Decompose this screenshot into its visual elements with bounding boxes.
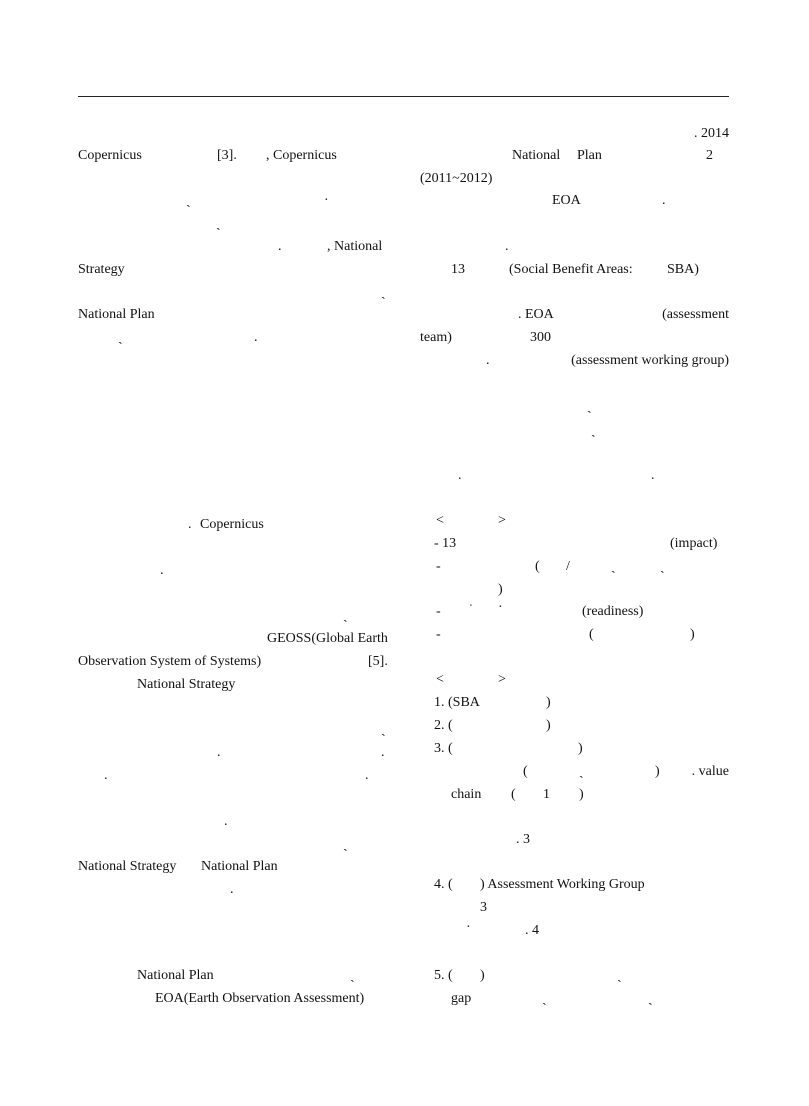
- bracket-open: <: [436, 513, 444, 528]
- punct: ˏ: [660, 559, 665, 574]
- punct: .: [160, 563, 164, 578]
- text: . 3: [516, 832, 530, 847]
- citation: [5].: [368, 654, 388, 669]
- text: , Copernicus: [266, 148, 337, 163]
- punct: (: [589, 627, 594, 642]
- text: Copernicus: [200, 517, 264, 532]
- text: , National: [327, 239, 383, 254]
- punct: .: [651, 468, 655, 483]
- text: EOA: [552, 193, 581, 208]
- text: National Strategy: [137, 677, 236, 692]
- punct: .: [278, 239, 282, 254]
- punct: (: [511, 787, 516, 802]
- punct: .: [217, 745, 221, 760]
- text: SBA): [667, 262, 699, 277]
- punct: ): [690, 627, 695, 642]
- text: (2011~2012): [420, 171, 493, 186]
- punct: ): [498, 582, 503, 597]
- bracket-open: <: [436, 672, 444, 687]
- list-item: -: [436, 559, 441, 574]
- punct: ˏ: [186, 193, 191, 208]
- text: GEOSS(Global Earth: [267, 631, 388, 646]
- punct: ˏ: [611, 559, 616, 574]
- punct: .: [104, 768, 108, 783]
- punct: ˏ: [381, 285, 386, 300]
- text: team): [420, 330, 452, 345]
- text: Copernicus: [78, 148, 142, 163]
- text: National Strategy: [78, 859, 177, 874]
- bracket-close: >: [498, 513, 506, 528]
- punct: .: [486, 353, 490, 368]
- punct: ˏ: [617, 968, 622, 983]
- text: 300: [530, 330, 551, 345]
- text: . value: [691, 764, 729, 779]
- list-item: 1. (SBA: [434, 695, 480, 710]
- text: . 4: [525, 923, 539, 938]
- punct: ): [579, 787, 584, 802]
- punct: (: [535, 559, 540, 574]
- punct: ˏ: [591, 423, 596, 438]
- punct: .: [662, 193, 666, 208]
- text: ) Assessment Working Group: [480, 877, 645, 892]
- punct: .: [381, 745, 385, 760]
- punct: .: [254, 330, 258, 345]
- punct: ˏ: [216, 216, 221, 231]
- list-item: -: [436, 627, 441, 642]
- punct: ˏ: [343, 837, 348, 852]
- list-item: - 13: [434, 536, 457, 551]
- punct: ·: [466, 920, 471, 935]
- punct: .: [224, 814, 228, 829]
- punct: ˏ: [587, 399, 592, 414]
- text: 2: [706, 148, 713, 163]
- punct: ): [578, 741, 583, 756]
- text: Strategy: [78, 262, 125, 277]
- list-item: 4. (: [434, 877, 453, 892]
- text: 13: [451, 262, 465, 277]
- punct: ·: [324, 193, 329, 208]
- punct: ˑ: [469, 600, 473, 615]
- list-item: 5. (: [434, 968, 453, 983]
- text: . 2014: [694, 126, 729, 141]
- punct: ˏ: [579, 764, 584, 779]
- punct: /: [566, 559, 570, 574]
- text: (readiness): [582, 604, 644, 619]
- citation: [3].: [217, 148, 237, 163]
- list-item: 2. (: [434, 718, 453, 733]
- punct: ˏ: [343, 608, 348, 623]
- punct: ˏ: [648, 991, 653, 1006]
- text: EOA(Earth Observation Assessment): [155, 991, 365, 1006]
- text: (assessment: [662, 307, 729, 322]
- text: (Social Benefit Areas:: [509, 262, 633, 277]
- text: Plan: [577, 148, 602, 163]
- punct: ˏ: [350, 968, 355, 983]
- punct: ): [546, 718, 551, 733]
- punct: ˏ: [542, 991, 547, 1006]
- punct: .: [230, 882, 234, 897]
- text: chain: [451, 787, 482, 802]
- punct: ˏ: [381, 722, 386, 737]
- text: . EOA: [518, 307, 554, 322]
- text: Observation System of Systems): [78, 654, 262, 669]
- text: 1: [543, 787, 550, 802]
- punct: ): [480, 968, 485, 983]
- text: National Plan: [201, 859, 278, 874]
- text: National Plan: [78, 307, 155, 322]
- list-item: -: [436, 604, 441, 619]
- punct: .: [188, 517, 192, 532]
- punct: ): [546, 695, 551, 710]
- text: gap: [451, 991, 472, 1006]
- punct: .: [365, 768, 369, 783]
- header-rule: [78, 96, 729, 97]
- punct: .: [505, 239, 509, 254]
- punct: ·: [498, 600, 503, 615]
- text: National: [512, 148, 561, 163]
- text: (impact): [670, 536, 718, 551]
- bracket-close: >: [498, 672, 506, 687]
- list-item: 3. (: [434, 741, 453, 756]
- punct: ˏ: [118, 330, 123, 345]
- text: National Plan: [137, 968, 214, 983]
- punct: .: [458, 468, 462, 483]
- punct: ): [655, 764, 660, 779]
- punct: (: [523, 764, 528, 779]
- text: 3: [480, 900, 487, 915]
- text: (assessment working group): [571, 353, 729, 368]
